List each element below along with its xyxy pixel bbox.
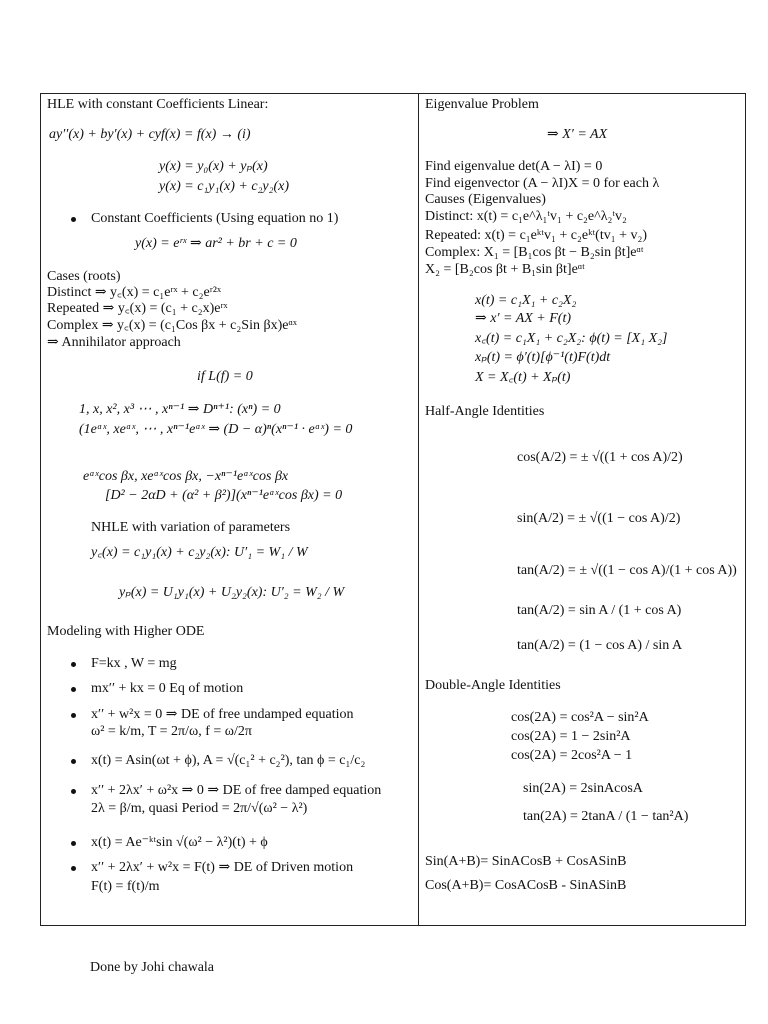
half-angle-tan-cos: tan(A/2) = (1 − cos A) / sin A <box>517 638 683 653</box>
bullet-icon <box>71 217 76 222</box>
eigen-repeated: Repeated: x(t) = c₁eᵏᵗv₁ + c₂eᵏᵗ(tv₁ + v₂) <box>425 228 648 243</box>
particular-system-solution: xₚ(t) = ϕ′(t)[ϕ⁻¹(t)F(t)dt <box>475 350 611 365</box>
general-solution: y(x) = y₀(x) + yₚ(x) <box>159 159 268 174</box>
half-angle-heading: Half-Angle Identities <box>425 404 545 419</box>
variation-u2: yₚ(x) = U₁y₁(x) + U₂y₂(x): U′₂ = W₂ / W <box>119 585 345 600</box>
fundamental-matrix: x꜀(t) = c₁X₁ + c₂X₂: ϕ(t) = [X₁ X₂] <box>475 331 668 346</box>
modeling-damped: x′′ + 2λx′ + ω²x ⇒ 0 ⇒ DE of free damped equation <box>91 783 382 798</box>
find-eigenvector: Find eigenvector (A − λI)X = 0 for each λ <box>425 176 660 191</box>
bullet-icon <box>71 841 76 846</box>
if-l-equation: if L(f) = 0 <box>197 369 253 384</box>
equation-i: ay′′(x) + by′(x) + cyf(x) = f(x) → (i) <box>49 127 251 142</box>
double-angle-cos-3: cos(2A) = 2cos²A − 1 <box>511 748 633 763</box>
system-equation: ⇒ X′ = AX <box>547 127 608 142</box>
double-angle-cos-2: cos(2A) = 1 − 2sin²A <box>511 729 631 744</box>
left-column <box>41 94 419 925</box>
half-angle-cos: cos(A/2) = ± √((1 + cos A)/2) <box>517 450 683 465</box>
modeling-undamped-params: ω² = k/m, T = 2π/ω, f = ω/2π <box>91 724 252 739</box>
modeling-driven-force: F(t) = f(t)/m <box>91 879 160 894</box>
modeling-motion: mx′′ + kx = 0 Eq of motion <box>91 681 244 696</box>
eigen-complex-x1: Complex: X₁ = [B₁cos βt − B₂sin βt]eᵅᵗ <box>425 245 644 260</box>
bullet-icon <box>71 759 76 764</box>
formula-sheet <box>40 93 746 926</box>
modeling-force: F=kx , W = mg <box>91 656 177 671</box>
cases-title: Cases (roots) <box>47 269 121 284</box>
case-distinct: Distinct ⇒ y꜀(x) = c₁eʳˣ + c₂eʳ²ˣ <box>47 285 222 300</box>
trig-terms: eᵅˣcos βx, xeᵅˣcos βx, −xⁿ⁻¹eᵅˣcos βx <box>83 469 289 484</box>
system-general-solution: X = X꜀(t) + Xₚ(t) <box>475 370 571 385</box>
nhle-heading: NHLE with variation of parameters <box>91 520 291 535</box>
modeling-driven: x′′ + 2λx′ + w²x = F(t) ⇒ DE of Driven motion <box>91 860 354 875</box>
case-complex: Complex ⇒ y꜀(x) = (c₁Cos βx + c₂Sin βx)eᵅˣ <box>47 318 297 333</box>
nonhomogeneous-system: ⇒ x′ = AX + F(t) <box>475 311 572 326</box>
double-angle-heading: Double-Angle Identities <box>425 678 561 693</box>
eigenvalue-heading: Eigenvalue Problem <box>425 97 539 112</box>
sum-sin: Sin(A+B)= SinACosB + CosASinB <box>425 854 627 869</box>
system-solution: x(t) = c₁X₁ + c₂X₂ <box>475 293 577 308</box>
annihilator-polynomial: 1, x, x², x³ ⋯ , xⁿ⁻¹ ⇒ Dⁿ⁺¹: (xⁿ) = 0 <box>79 402 281 417</box>
causes-title: Causes (Eigenvalues) <box>425 192 546 207</box>
modeling-undamped: x′′ + w²x = 0 ⇒ DE of free undamped equation <box>91 707 354 722</box>
bullet-icon <box>71 866 76 871</box>
find-eigenvalue: Find eigenvalue det(A − λI) = 0 <box>425 159 603 174</box>
author-credit: Done by Johi chawala <box>90 960 215 975</box>
bullet-icon <box>71 713 76 718</box>
constant-coefficients-item: Constant Coefficients (Using equation no 1) <box>91 211 339 226</box>
half-angle-tan-root: tan(A/2) = ± √((1 − cos A)/(1 + cos A)) <box>517 563 737 578</box>
modeling-amplitude: x(t) = Asin(ωt + ϕ), A = √(c₁² + c₂²), tan ϕ = c₁/c₂ <box>91 753 366 768</box>
eigen-distinct: Distinct: x(t) = c₁e^λ₁ᵗv₁ + c₂e^λ₂ᵗv₂ <box>425 209 627 224</box>
eigen-complex-x2: X₂ = [B₂cos βt + B₁sin βt]eᵅᵗ <box>425 262 585 277</box>
modeling-damped-solution: x(t) = Ae⁻ᵏᵗsin √(ω² − λ²)(t) + ϕ <box>91 835 268 850</box>
case-repeated: Repeated ⇒ y꜀(x) = (c₁ + c₂x)eʳˣ <box>47 301 228 316</box>
half-angle-tan-sin: tan(A/2) = sin A / (1 + cos A) <box>517 603 682 618</box>
double-angle-tan: tan(2A) = 2tanA / (1 − tan²A) <box>523 809 689 824</box>
sum-cos: Cos(A+B)= CosACosB - SinASinB <box>425 878 627 893</box>
characteristic-equation: y(x) = eʳˣ ⇒ ar² + br + c = 0 <box>135 236 297 251</box>
bullet-icon <box>71 662 76 667</box>
double-angle-sin: sin(2A) = 2sinAcosA <box>523 781 643 796</box>
right-column <box>419 94 745 925</box>
annihilator-exponential: (1eᵅˣ, xeᵅˣ, ⋯ , xⁿ⁻¹eᵅˣ ⇒ (D − α)ⁿ(xⁿ⁻¹ · eᵅˣ) = 0 <box>79 422 353 437</box>
half-angle-sin: sin(A/2) = ± √((1 − cos A)/2) <box>517 511 681 526</box>
trig-annihilator: [D² − 2αD + (α² + β²)](xⁿ⁻¹eᵅˣcos βx) = 0 <box>105 488 343 503</box>
bullet-icon <box>71 687 76 692</box>
complementary-solution: y(x) = c₁y₁(x) + c₂y₂(x) <box>159 179 290 194</box>
double-angle-cos-1: cos(2A) = cos²A − sin²A <box>511 710 649 725</box>
modeling-heading: Modeling with Higher ODE <box>47 624 205 639</box>
annihilator-approach: ⇒ Annihilator approach <box>47 335 181 350</box>
variation-u1: y꜀(x) = c₁y₁(x) + c₂y₂(x): U′₁ = W₁ / W <box>91 545 308 560</box>
modeling-damped-period: 2λ = β/m, quasi Period = 2π/√(ω² − λ²) <box>91 801 308 816</box>
bullet-icon <box>71 789 76 794</box>
hle-heading: HLE with constant Coefficients Linear: <box>47 97 269 112</box>
